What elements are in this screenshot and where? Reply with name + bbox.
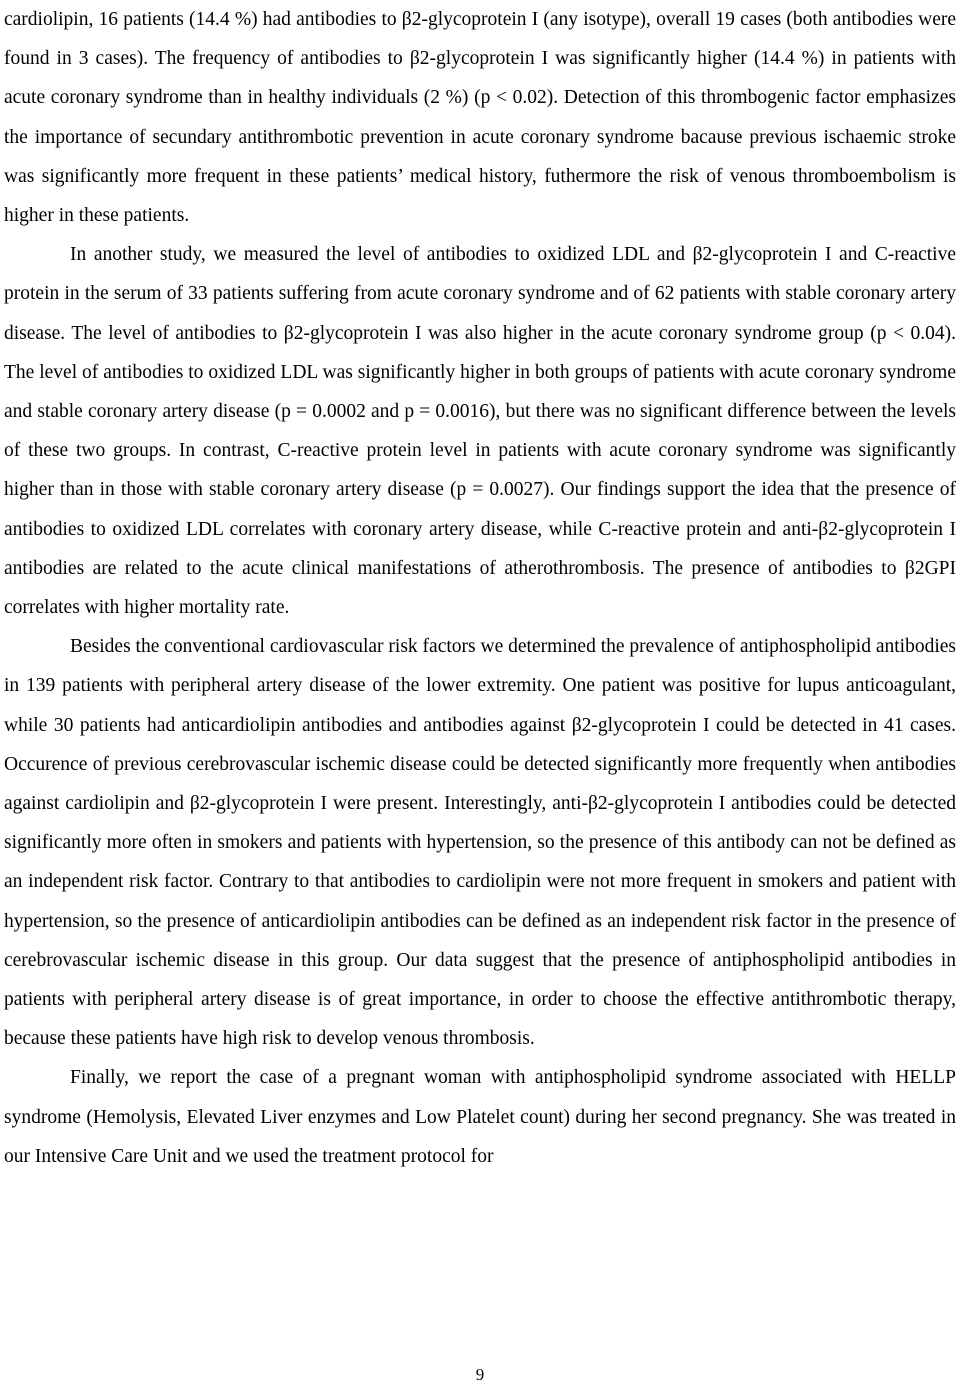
paragraph-hellp-case-report: Finally, we report the case of a pregnant woman with antiphospholipid syndrome associated with HELLP syndrome (Hemolysis, Elevated Liver enzymes and Low Platelet count) during her second pregnancy. She was treated in our Intensive Care Unit and we used the treatment protocol for: [4, 1067, 956, 1167]
body-text: [4, 0, 956, 1176]
page-number: 9: [475, 1365, 485, 1384]
paragraph-peripheral-artery-disease: Besides the conventional cardiovascular risk factors we determined the prevalence of antiphospholipid antibodies in 139 patients with peripheral artery disease of the lower extremity. One patient was positive for lupus anticoagulant, while 30 patients had anticardiolipin antibodies and antibodies against β2-glycoprotein I could be detected in 41 cases. Occurence of previous cerebrovascular ischemic disease could be detected significantly more frequently when antibodies against cardiolipin and β2-glycoprotein I were present. Interestingly, anti-β2-glycoprotein I antibodies could be detected significantly more often in smokers and patients with hypertension, so the presence of this antibody can not be defined as an independent risk factor. Contrary to that antibodies to cardiolipin were not more frequent in smokers and patient with hypertension, so the presence of anticardiolipin antibodies can be defined as an independent risk factor in the presence of cerebrovascular ischemic disease in this group. Our data suggest that the presence of antiphospholipid antibodies in patients with peripheral artery disease is of great importance, in order to choose the effective antithrombotic therapy, because these patients have high risk to develop venous thrombosis.: [4, 636, 956, 1050]
paragraph-acute-coronary-findings: cardiolipin, 16 patients (14.4 %) had antibodies to β2-glycoprotein I (any isotype), overall 19 cases (both antibodies were found in 3 cases). The frequency of antibodies to β2-glycoprotein I was significantly higher (14.4 %) in patients with acute coronary syndrome than in healthy individuals (2 %) (p < 0.02). Detection of this thrombogenic factor emphasizes the importance of secundary antithrombotic prevention in acute coronary syndrome bacause previous ischaemic stroke was significantly more frequent in these patients’ medical history, futhermore the risk of venous thromboembolism is higher in these patients.: [4, 9, 956, 227]
paragraph-oxidized-ldl-study: In another study, we measured the level of antibodies to oxidized LDL and β2-glycoprotein I and C-reactive protein in the serum of 33 patients suffering from acute coronary syndrome and of 62 patients with stable coronary artery disease. The level of antibodies to β2-glycoprotein I was also higher in the acute coronary syndrome group (p < 0.04). The level of antibodies to oxidized LDL was significantly higher in both groups of patients with acute coronary syndrome and stable coronary artery disease (p = 0.0002 and p = 0.0016), but there was no significant difference between the levels of these two groups. In contrast, C-reactive protein level in patients with acute coronary syndrome was significantly higher than in those with stable coronary artery disease (p = 0.0027). Our findings support the idea that the presence of antibodies to oxidized LDL correlates with coronary artery disease, while C-reactive protein and anti-β2-glycoprotein I antibodies are related to the acute clinical manifestations of atherothrombosis. The presence of antibodies to β2GPI correlates with higher mortality rate.: [4, 244, 956, 619]
